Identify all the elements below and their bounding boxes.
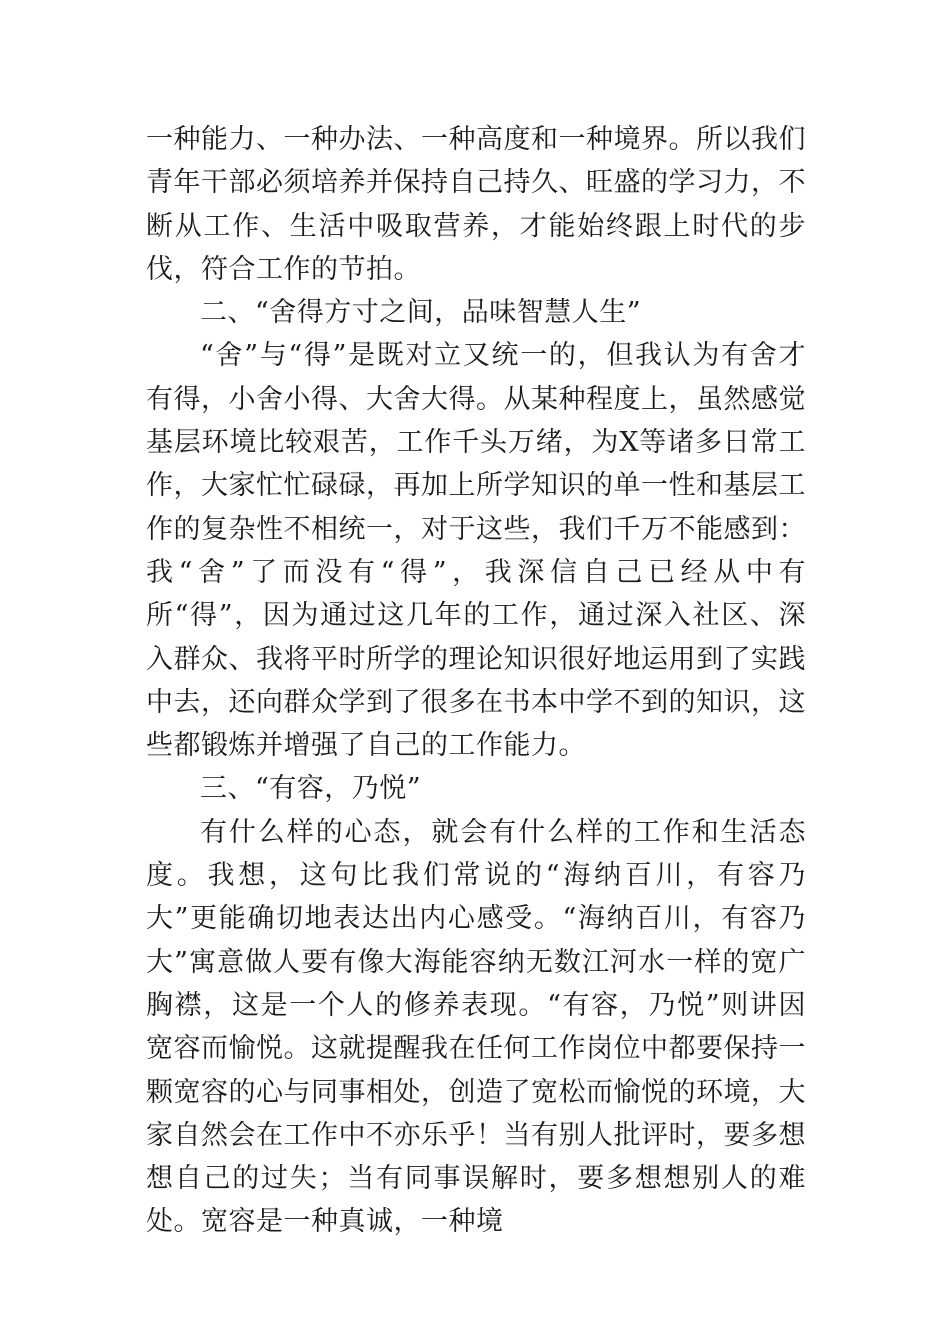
section-heading-2: 二、“舍得方寸之间，品味智慧人生” (200, 297, 642, 329)
paragraph-section-3: 有什么样的心态，就会有什么样的工作和生活态度。我想，这句比我们常说的“海纳百川，有容乃大”更能确切地表达出内心感受。“海纳百川，有容乃大”寓意做人要有像大海能容纳无数江河水一样的宽广胸襟，这是一个人的修养表现。“有容，乃悦”则讲因宽容而愉悦。这就提醒我在任何工作岗位中都要保持一颗宽容的心与同事相处，创造了宽松而愉悦的环境，大家自然会在工作中不亦乐乎！当有别人批评时，要多想想自己的过失；当有同事误解时，要多想想别人的难处。宽容是一种真诚，一种境 (146, 816, 806, 1238)
paragraph-continued: 一种能力、一种办法、一种高度和一种境界。所以我们青年干部必须培养并保持自己持久、旺盛的学习力，不断从工作、生活中吸取营养，才能始终跟上时代的步伐，符合工作的节拍。 (146, 124, 806, 285)
paragraph-section-2: “舍”与“得”是既对立又统一的，但我认为有舍才有得，小舍小得、大舍大得。从某种程度上，虽然感觉基层环境比较艰苦，工作千头万绪，为X等诸多日常工作，大家忙忙碌碌，再加上所学知识的单一性和基层工作的复杂性不相统一，对于这些，我们千万不能感到：我“舍”了而没有“得”，我深信自己已经从中有所“得”，因为通过这几年的工作，通过深入社区、深入群众、我将平时所学的理论知识很好地运用到了实践中去，还向群众学到了很多在书本中学不到的知识，这些都锻炼并增强了自己的工作能力。 (146, 340, 806, 762)
document-body (146, 118, 806, 1244)
section-heading-3: 三、“有容，乃悦” (200, 773, 422, 805)
